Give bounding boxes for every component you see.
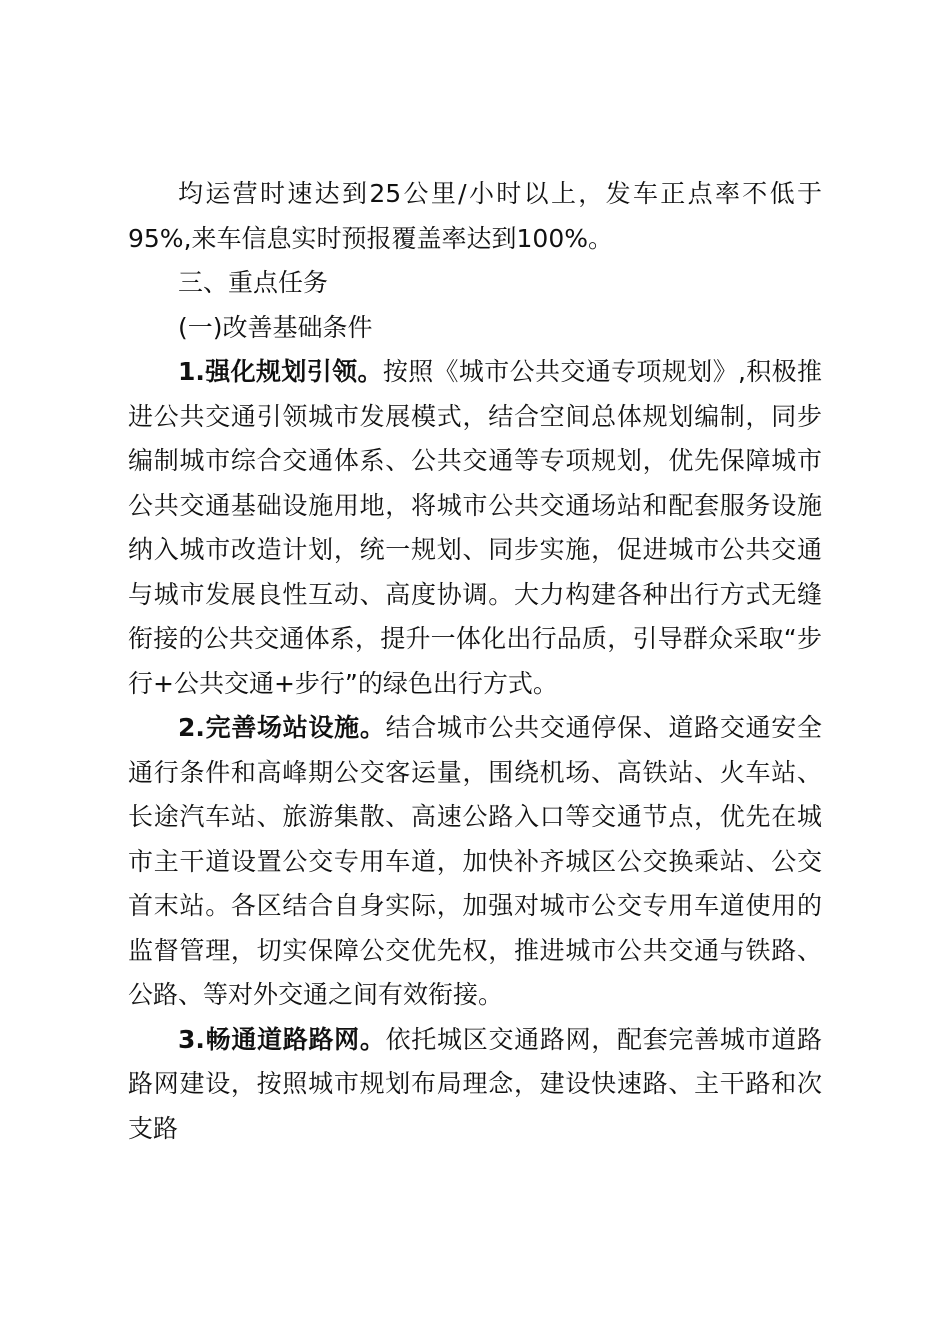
item-1-title: 1.强化规划引领。 <box>178 357 383 386</box>
paragraph-item-3 <box>128 1018 822 1152</box>
paragraph-item-2 <box>128 706 822 1018</box>
item-2-body: 结合城市公共交通停保、道路交通安全通行条件和高峰期公交客运量，围绕机场、高铁站、火车站、长途汽车站、旅游集散、高速公路入口等交通节点，优先在城市主干道设置公交专用车道，加快补齐城区公交换乘站、公交首末站。各区结合自身实际，加强对城市公交专用车道使用的监督管理，切实保障公交优先权，推进城市公共交通与铁路、公路、等对外交通之间有效衔接。 <box>128 713 822 1009</box>
paragraph-item-1 <box>128 350 822 706</box>
section-heading: 三、重点任务 <box>178 268 329 297</box>
item-3-body: 依托城区交通路网，配套完善城市道路路网建设，按照城市规划布局理念，建设快速路、主干路和次支路 <box>128 1024 822 1143</box>
paragraph-continuation: 均运营时速达到25公里/小时以上，发车正点率不低于95%,来车信息实时预报覆盖率达到100%。 <box>128 179 822 253</box>
document-body <box>128 172 822 1151</box>
item-2-title: 2.完善场站设施。 <box>178 713 386 742</box>
item-3-title: 3.畅通道路路网。 <box>178 1024 386 1054</box>
subsection-heading: (一)改善基础条件 <box>178 312 373 342</box>
item-1-body: 按照《城市公共交通专项规划》,积极推进公共交通引领城市发展模式，结合空间总体规划编制，同步编制城市综合交通体系、公共交通等专项规划，优先保障城市公共交通基础设施用地，将城市公共交通场站和配套服务设施纳入城市改造计划，统一规划、同步实施，促进城市公共交通与城市发展良性互动、高度协调。大力构建各种出行方式无缝衔接的公共交通体系，提升一体化出行品质，引导群众采取“步行+公共交通+步行”的绿色出行方式。 <box>128 357 822 698</box>
